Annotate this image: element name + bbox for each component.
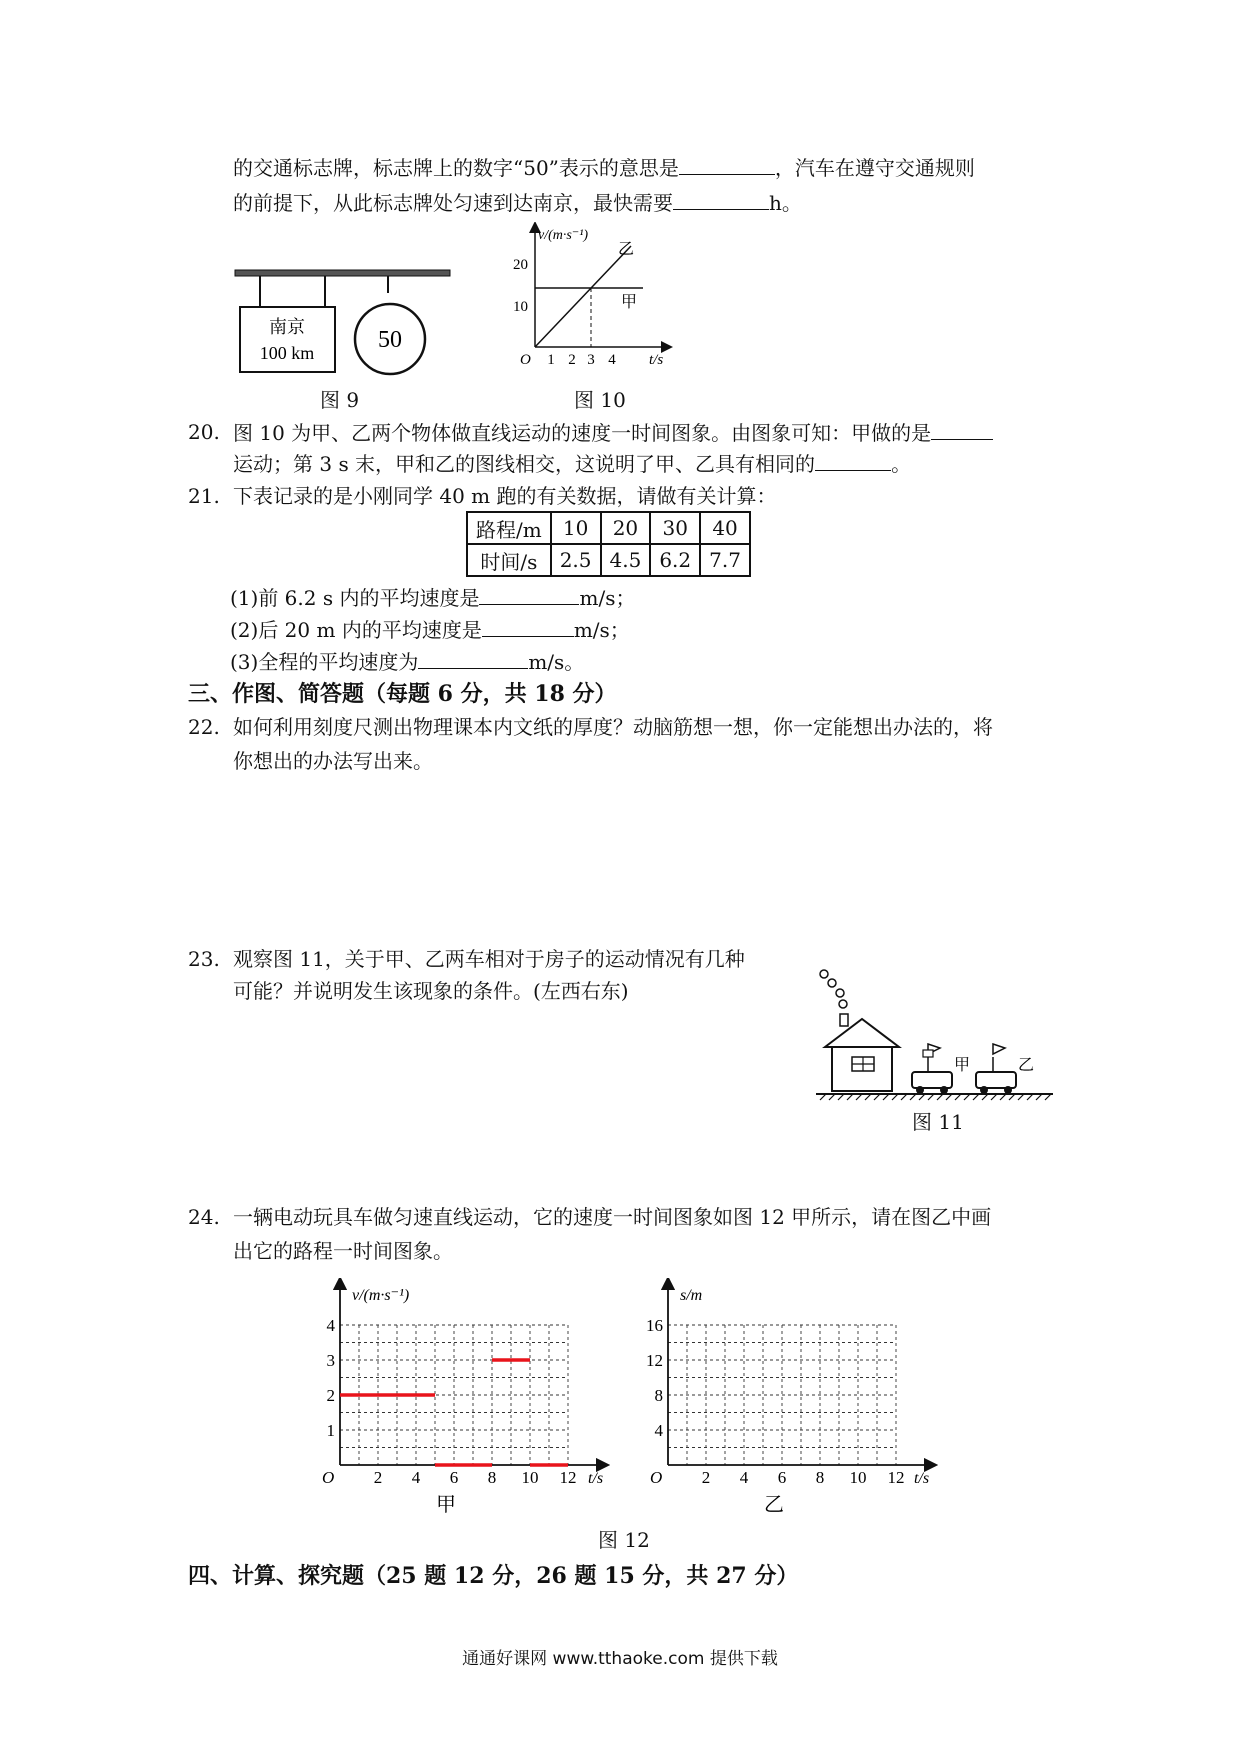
fig12-left-ytick: 1 (326, 1421, 335, 1440)
q23-line1: 观察图 11，关于甲、乙两车相对于房子的运动情况有几种 (233, 947, 745, 971)
fig10-graph (505, 222, 680, 370)
fig10-origin: O (520, 352, 531, 368)
q24-line1: 一辆电动玩具车做匀速直线运动，它的速度一时间图象如图 12 甲所示，请在图乙中画 (233, 1205, 992, 1229)
q21-blank-3[interactable] (418, 648, 528, 669)
fig10-line-yi (535, 246, 631, 347)
fig10-label-yi: 乙 (618, 241, 635, 258)
fig12-left-ytick: 3 (326, 1351, 335, 1370)
fig12-right-ytick: 16 (646, 1316, 663, 1335)
fig12-graphs (318, 1278, 938, 1518)
fig12-left-velocity-graph (322, 1283, 603, 1516)
fig12-left-xtick: 10 (521, 1468, 539, 1487)
q19-line2: 的前提下，从此标志牌处匀速到达南京，最快需要 h。 (233, 191, 802, 215)
fig11-caption: 图 11 (912, 1110, 964, 1134)
fig11-label-jia: 甲 (954, 1057, 971, 1074)
q23-num: 23. (188, 947, 220, 971)
fig12-caption: 图 12 (598, 1528, 650, 1552)
fig12-left-ytick: 2 (326, 1386, 335, 1405)
fig12-right-xtick: 6 (777, 1468, 787, 1487)
q19-line1: 的交通标志牌，标志牌上的数字“50”表示的意思是 ，汽车在遵守交通规则 (233, 156, 975, 180)
fig12-right-xtick: 8 (815, 1468, 825, 1487)
fig10-ytick-10: 10 (513, 299, 528, 315)
section-4-heading: 四、计算、探究题（25 题 12 分，26 题 15 分，共 27 分） (188, 1563, 799, 1589)
q20-blank-2[interactable] (815, 450, 891, 471)
fig10-xtick-1: 1 (547, 352, 555, 368)
fig12-left-xtick: 12 (559, 1468, 577, 1487)
fig9-traffic-sign (230, 265, 455, 385)
q21-blank-1[interactable] (479, 584, 579, 605)
fig12-right-ylabel: s/m (680, 1287, 703, 1304)
q22-num: 22. (188, 715, 220, 739)
fig12-right-xlabel: t/s (914, 1470, 930, 1487)
fig10-label-jia: 甲 (621, 294, 638, 311)
fig9-sign-city: 南京 (269, 317, 305, 337)
q21-stem: 下表记录的是小刚同学 40 m 跑的有关数据，请做有关计算： (233, 484, 777, 508)
q21-part2: (2)后 20 m 内的平均速度是 m/s； (230, 618, 630, 642)
table-row: 时间/s 2.5 4.5 6.2 7.7 (467, 544, 750, 576)
fig12-right-xtick: 12 (887, 1468, 905, 1487)
fig10-xlabel: t/s (649, 352, 664, 368)
q24-num: 24. (188, 1205, 220, 1229)
fig10-xtick-3: 3 (587, 352, 595, 368)
fig12-right-ytick: 8 (654, 1386, 663, 1405)
q20-line1: 图 10 为甲、乙两个物体做直线运动的速度一时间图象。由图象可知：甲做的是 (233, 419, 993, 446)
fig12-left-sublabel: 甲 (436, 1494, 456, 1516)
q21-blank-2[interactable] (482, 616, 574, 637)
fig12-left-xlabel: t/s (588, 1470, 604, 1487)
fig12-left-ylabel: v/(m·s⁻¹) (352, 1287, 410, 1304)
q20-line2: 运动；第 3 s 末，甲和乙的图线相交，这说明了甲、乙具有相同的 。 (233, 452, 912, 476)
fig12-left-xtick: 4 (411, 1468, 421, 1487)
fig12-left-xtick: 2 (373, 1468, 383, 1487)
fig11-house-and-cars (808, 962, 1058, 1102)
fig12-right-xtick: 2 (701, 1468, 711, 1487)
car-yi (976, 1072, 1016, 1088)
table-row: 路程/m 10 20 30 40 (467, 512, 750, 544)
q23-line2: 可能？并说明发生该现象的条件。(左西右东) (233, 979, 629, 1003)
q21-part3: (3)全程的平均速度为 m/s。 (230, 650, 585, 674)
fig12-right-xtick: 4 (739, 1468, 749, 1487)
q21-part1: (1)前 6.2 s 内的平均速度是 m/s； (230, 586, 636, 610)
q20-blank-1[interactable] (931, 419, 993, 440)
fig12-left-xtick: 8 (487, 1468, 497, 1487)
house-roof (825, 1019, 899, 1047)
fig10-caption: 图 10 (574, 388, 626, 412)
fig10-xtick-2: 2 (568, 352, 576, 368)
q19-blank-1[interactable] (679, 154, 775, 175)
q24-line2: 出它的路程一时间图象。 (233, 1239, 453, 1263)
q20-num: 20. (188, 420, 220, 444)
section-3-heading: 三、作图、简答题（每题 6 分，共 18 分） (188, 681, 617, 707)
fig12-right-ytick: 4 (654, 1421, 663, 1440)
q22-line2: 你想出的办法写出来。 (233, 749, 433, 773)
fig9-sign-distance: 100 km (259, 343, 315, 363)
fig12-left-xtick: 6 (449, 1468, 459, 1487)
fig9-caption: 图 9 (320, 388, 360, 412)
q21-data-table (466, 511, 751, 577)
fig12-right-sublabel: 乙 (764, 1494, 784, 1516)
fig9-speed-limit: 50 (378, 327, 402, 353)
car-jia (912, 1072, 952, 1088)
fig12-right-xtick: 10 (849, 1468, 867, 1487)
fig10-ylabel: v/(m·s⁻¹) (538, 228, 589, 243)
fig10-xtick-4: 4 (608, 352, 616, 368)
q21-num: 21. (188, 484, 220, 508)
fig12-left-ytick: 4 (326, 1316, 335, 1335)
q22-line1: 如何利用刻度尺测出物理课本内文纸的厚度？动脑筋想一想，你一定能想出办法的，将 (233, 715, 993, 739)
fig12-right-distance-graph[interactable] (646, 1283, 931, 1516)
fig12-right-ytick: 12 (646, 1351, 663, 1370)
page-footer: 通通好课网 www.tthaoke.com 提供下载 (462, 1649, 778, 1669)
fig11-label-yi: 乙 (1018, 1057, 1035, 1074)
fig12-right-origin: O (650, 1468, 663, 1487)
fig12-left-origin: O (322, 1468, 335, 1487)
q19-blank-2[interactable] (673, 189, 769, 210)
fig10-ytick-20: 20 (513, 257, 528, 273)
